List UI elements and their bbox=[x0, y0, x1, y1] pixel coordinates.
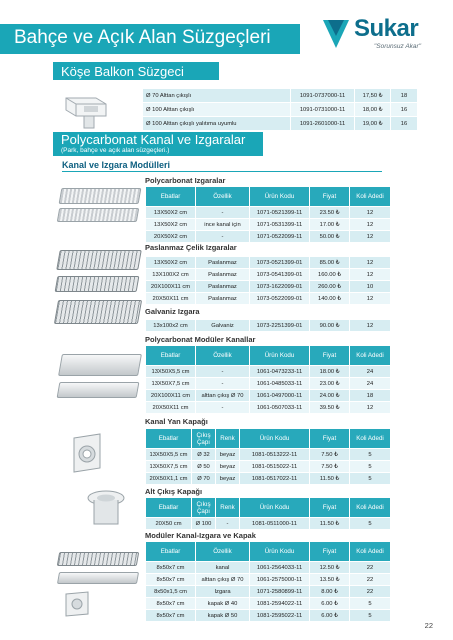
table-row: 8x50x7 cm kapak Ø 40 1081-2594022-11 6.00 ₺ 5 bbox=[146, 598, 391, 610]
modular-grate-image bbox=[57, 552, 139, 566]
table-row: Ø 70 Alttan çıkışlı 1091-0737000-11 17,50 ₺ 18 bbox=[143, 89, 418, 103]
poly-channel-table bbox=[145, 345, 391, 414]
poly-grate-image bbox=[59, 188, 142, 204]
table-row: 13X50X7,5 cm Ø 50 beyaz 1081-0515022-11 7.50 ₺ 5 bbox=[146, 461, 391, 473]
table-row: 13X50X7,5 cm - 1061-0485033-11 23.00 ₺ 24 bbox=[146, 378, 391, 390]
poly-channel-title: Polycarbonat Modüler Kanallar bbox=[145, 335, 256, 344]
table-row: 20X100X11 cm Paslanmaz 1073-1622099-01 260.00 ₺ 10 bbox=[146, 281, 391, 293]
modular-set-title: Modüler Kanal-Izgara ve Kapak bbox=[145, 531, 256, 540]
bottom-cap-image bbox=[84, 488, 128, 532]
bottom-cap-title: Alt Çıkış Kapağı bbox=[145, 487, 203, 496]
galvanized-grate-title: Galvaniz Izgara bbox=[145, 307, 200, 316]
channel-image-2 bbox=[57, 382, 140, 398]
balcony-section-bar bbox=[53, 62, 219, 80]
poly-grate-table bbox=[145, 186, 391, 243]
table-row: Ø 100 Alttan çıkışlı 1091-0731000-11 18,00 ₺ 16 bbox=[143, 103, 418, 117]
polycarbonate-section-title: Polycarbonat Kanal ve Izgaralar bbox=[61, 132, 246, 147]
bottom-cap-table bbox=[145, 497, 391, 530]
modular-channel-image bbox=[57, 572, 139, 584]
galvanized-grate-image bbox=[54, 300, 142, 324]
table-row: 8x50x1,5 cm Izgara 1071-2580899-11 8.00 ₺ 22 bbox=[146, 586, 391, 598]
side-cap-table bbox=[145, 428, 391, 485]
table-row: 20X50X2 cm - 1071-0522099-11 50.00 ₺ 12 bbox=[146, 231, 391, 243]
title-bar bbox=[0, 24, 300, 54]
poly-grate-image-2 bbox=[57, 208, 139, 222]
modular-cap-image bbox=[62, 590, 98, 620]
page-number: 22 bbox=[424, 621, 433, 630]
page-header bbox=[0, 0, 453, 62]
channel-image bbox=[58, 354, 142, 376]
table-row: 13X50X2 cm ince kanal için 1071-0531399-11 17.00 ₺ 12 bbox=[146, 219, 391, 231]
table-row: 13X50X5,5 cm - 1061-0473233-11 18.00 ₺ 24 bbox=[146, 366, 391, 378]
steel-grate-title: Paslanmaz Çelik Izgaralar bbox=[145, 243, 237, 252]
table-row: 20X100X11 cm alttan çıkış Ø 70 1061-0497000-11 24.00 ₺ 18 bbox=[146, 390, 391, 402]
table-row: 13X50X5,5 cm Ø 32 beyaz 1081-0513222-11 7.50 ₺ 5 bbox=[146, 449, 391, 461]
table-header-row: Ebatlar Çıkış Çapı Renk Ürün Kodu Fiyat Koli Adedi bbox=[146, 429, 391, 449]
table-header-row: Ebatlar Özellik Ürün Kodu Fiyat Koli Adedi bbox=[146, 542, 391, 562]
table-row: 13x100x2 cm Galvaniz 1073-2251399-01 90.00 ₺ 12 bbox=[146, 320, 391, 332]
page-title: Bahçe ve Açık Alan Süzgeçleri bbox=[14, 27, 271, 48]
table-row: 13X50X2 cm Paslanmaz 1073-0521399-01 85.00 ₺ 12 bbox=[146, 257, 391, 269]
table-row: 13X50X2 cm - 1071-0521399-11 23.50 ₺ 12 bbox=[146, 207, 391, 219]
modules-divider bbox=[62, 171, 382, 172]
table-header-row: Ebatlar Özellik Ürün Kodu Fiyat Koli Adedi bbox=[146, 346, 391, 366]
table-header-row: Ebatlar Özellik Ürün Kodu Fiyat Koli Adedi bbox=[146, 187, 391, 207]
table-row: 13X100X2 cm Paslanmaz 1073-0541399-01 160.00 ₺ 12 bbox=[146, 269, 391, 281]
brand-slogan: "Sorunsuz Akar" bbox=[374, 43, 422, 50]
table-row: 8x50x7 cm alttan çıkış Ø 70 1061-2575000-11 13.50 ₺ 22 bbox=[146, 574, 391, 586]
side-cap-image bbox=[66, 432, 114, 476]
polycarbonate-section-subtitle: (Park, bahçe ve açık alan süzgeçleri.) bbox=[61, 147, 170, 154]
balcony-section-title: Köşe Balkon Süzgeci bbox=[61, 64, 184, 79]
balcony-table bbox=[142, 88, 418, 131]
steel-grate-table bbox=[145, 256, 391, 305]
galvanized-grate-table bbox=[145, 319, 391, 332]
table-row: 20X50X11 cm Paslanmaz 1073-0522099-01 140.00 ₺ 12 bbox=[146, 293, 391, 305]
modules-heading: Kanal ve Izgara Modülleri bbox=[62, 160, 171, 170]
brand-logo bbox=[322, 14, 442, 54]
side-cap-title: Kanal Yan Kapağı bbox=[145, 417, 208, 426]
modular-set-table bbox=[145, 541, 391, 622]
table-row: 8x50x7 cm kanal 1061-2564033-11 12.50 ₺ 22 bbox=[146, 562, 391, 574]
brand-name: Sukar bbox=[354, 15, 419, 42]
corner-drain-image bbox=[60, 90, 112, 130]
steel-grate-image bbox=[56, 250, 142, 270]
table-row: 20X50 cm Ø 100 - 1081-0511000-11 11.50 ₺ 5 bbox=[146, 518, 391, 530]
sukar-logo-icon bbox=[322, 16, 350, 50]
table-header-row: Ebatlar Çıkış Çapı Renk Ürün Kodu Fiyat Koli Adedi bbox=[146, 498, 391, 518]
table-row: 20X50X1,1 cm Ø 70 beyaz 1081-0517022-11 11.50 ₺ 5 bbox=[146, 473, 391, 485]
table-row: 8x50x7 cm kapak Ø 50 1081-2595022-11 6.00 ₺ 5 bbox=[146, 610, 391, 622]
steel-grate-image-2 bbox=[55, 276, 140, 292]
poly-grate-title: Polycarbonat Izgaralar bbox=[145, 176, 226, 185]
table-row: 20X50X11 cm - 1061-0507033-11 39.50 ₺ 12 bbox=[146, 402, 391, 414]
table-row: Ø 100 Alttan çıkışlı yalıtıma uyumlu 1091-2601000-11 19,00 ₺ 16 bbox=[143, 117, 418, 131]
polycarbonate-section-bar bbox=[53, 132, 263, 156]
